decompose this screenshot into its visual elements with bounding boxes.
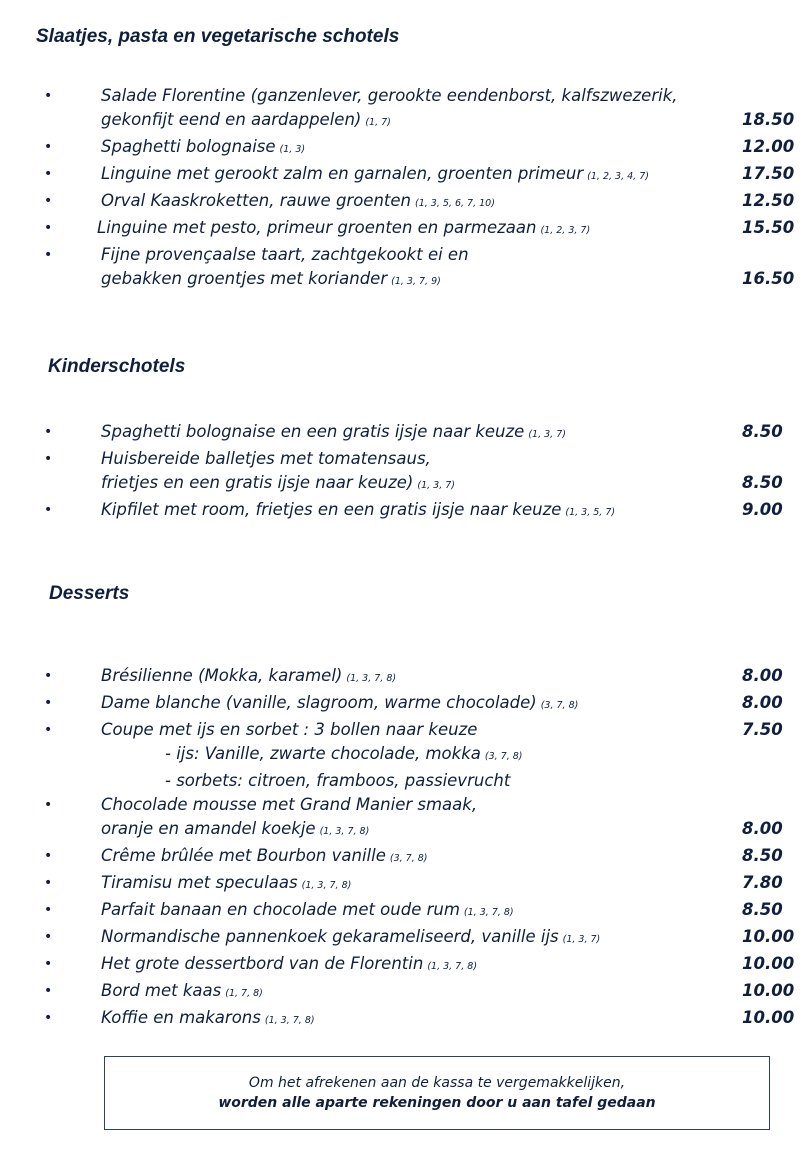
allergen-codes: (1, 3, 7, 8) bbox=[427, 961, 478, 972]
menu-item bbox=[0, 793, 800, 844]
menu-item-line bbox=[0, 817, 800, 844]
allergen-codes: (1, 3, 7, 8) bbox=[463, 907, 514, 918]
menu-item bbox=[0, 871, 800, 898]
allergen-codes: (1, 3, 7, 9) bbox=[391, 276, 441, 287]
subline-text: - sorbets: citroen, framboos, passievrucht bbox=[165, 771, 511, 790]
subline-text: - ijs: Vanille, zwarte chocolade, mokka bbox=[165, 744, 481, 763]
price: 17.50 bbox=[742, 164, 795, 183]
payment-notice-box bbox=[104, 1056, 770, 1130]
menu-item-line bbox=[0, 664, 800, 691]
allergen-codes: (3, 7, 8) bbox=[484, 751, 523, 762]
bullet-icon: • bbox=[44, 247, 53, 263]
dish-name: Kipfilet met room, frietjes en een gratis ijsje naar keuze bbox=[101, 500, 562, 519]
allergen-codes: (3, 7, 8) bbox=[389, 853, 428, 864]
allergen-codes: (1, 3, 7, 8) bbox=[319, 826, 370, 837]
dish-name: gekonfijt eend en aardappelen) bbox=[101, 110, 362, 129]
allergen-codes: (1, 3, 5, 6, 7, 10) bbox=[415, 198, 495, 209]
price: 8.00 bbox=[742, 819, 783, 838]
notice-line-1: Om het afrekenen aan de kassa te vergemakkelijken, bbox=[248, 1075, 626, 1091]
section-title-kinderschotels: Kinderschotels bbox=[48, 356, 186, 377]
menu-item bbox=[0, 447, 800, 498]
menu-item-line bbox=[0, 471, 800, 498]
menu-item-line bbox=[0, 718, 800, 742]
bullet-icon: • bbox=[44, 848, 53, 864]
menu-item-line bbox=[0, 844, 800, 871]
price: 9.00 bbox=[742, 500, 783, 519]
price: 18.50 bbox=[742, 110, 795, 129]
price: 16.50 bbox=[742, 269, 795, 288]
menu-item bbox=[0, 498, 800, 525]
dish-name: frietjes en een gratis ijsje naar keuze) bbox=[101, 473, 414, 492]
menu-item bbox=[0, 925, 800, 952]
section-title-slaatjes: Slaatjes, pasta en vegetarische schotels bbox=[36, 26, 400, 47]
menu-item-line bbox=[0, 162, 800, 189]
bullet-icon: • bbox=[44, 502, 53, 518]
menu-item-line bbox=[0, 1006, 800, 1033]
menu-item bbox=[0, 135, 800, 162]
price: 12.00 bbox=[742, 137, 795, 156]
menu-item bbox=[0, 84, 800, 135]
dish-name: Coupe met ijs en sorbet : 3 bollen naar keuze bbox=[101, 720, 478, 739]
menu-item bbox=[0, 952, 800, 979]
dish-name: Huisbereide balletjes met tomatensaus, bbox=[101, 449, 431, 468]
menu-item-line bbox=[0, 267, 800, 294]
bullet-icon: • bbox=[44, 88, 53, 104]
menu-item-subline bbox=[0, 742, 800, 769]
dish-name: Crême brûlée met Bourbon vanille bbox=[101, 846, 386, 865]
price: 10.00 bbox=[742, 1008, 795, 1027]
allergen-codes: (1, 3, 7) bbox=[417, 480, 455, 491]
allergen-codes: (1, 7) bbox=[365, 117, 391, 128]
price: 7.50 bbox=[742, 720, 783, 739]
menu-item-line bbox=[0, 871, 800, 898]
menu-list-desserts bbox=[0, 664, 800, 1033]
dish-name: oranje en amandel koekje bbox=[101, 819, 316, 838]
menu-item-line bbox=[0, 108, 800, 135]
allergen-codes: (1, 3, 7) bbox=[562, 934, 601, 945]
bullet-icon: • bbox=[44, 139, 53, 155]
menu-item-line bbox=[0, 447, 800, 471]
price: 12.50 bbox=[742, 191, 795, 210]
menu-item bbox=[0, 718, 800, 793]
dish-name: Parfait banaan en chocolade met oude rum bbox=[101, 900, 460, 919]
menu-item bbox=[0, 189, 800, 216]
price: 8.50 bbox=[742, 473, 783, 492]
dish-name: Chocolade mousse met Grand Manier smaak, bbox=[101, 795, 478, 814]
price: 8.50 bbox=[742, 422, 783, 441]
menu-list-slaatjes bbox=[0, 84, 800, 294]
menu-item-line bbox=[0, 135, 800, 162]
bullet-icon: • bbox=[44, 220, 53, 236]
menu-item bbox=[0, 162, 800, 189]
dish-name: Normandische pannenkoek gekarameliseerd, vanille ijs bbox=[101, 927, 559, 946]
menu-item-subline bbox=[0, 769, 800, 793]
price: 10.00 bbox=[742, 981, 795, 1000]
menu-item bbox=[0, 979, 800, 1006]
menu-item-line bbox=[0, 898, 800, 925]
bullet-icon: • bbox=[44, 424, 53, 440]
notice-line-2: worden alle aparte rekeningen door u aan tafel gedaan bbox=[218, 1095, 656, 1111]
bullet-icon: • bbox=[44, 929, 53, 945]
dish-name: Spaghetti bolognaise en een gratis ijsje naar keuze bbox=[101, 422, 525, 441]
allergen-codes: (1, 3, 7, 8) bbox=[264, 1015, 315, 1026]
bullet-icon: • bbox=[44, 451, 53, 467]
allergen-codes: (1, 3, 7) bbox=[528, 429, 566, 440]
bullet-icon: • bbox=[44, 193, 53, 209]
menu-item-line bbox=[0, 420, 800, 447]
menu-item bbox=[0, 691, 800, 718]
allergen-codes: (1, 3, 7, 8) bbox=[301, 880, 352, 891]
menu-item-line bbox=[0, 243, 800, 267]
price: 8.00 bbox=[742, 693, 783, 712]
price: 10.00 bbox=[742, 927, 795, 946]
menu-item bbox=[0, 664, 800, 691]
dish-name: Dame blanche (vanille, slagroom, warme chocolade) bbox=[101, 693, 537, 712]
dish-name: Koffie en makarons bbox=[101, 1008, 261, 1027]
bullet-icon: • bbox=[44, 983, 53, 999]
menu-item-line bbox=[0, 979, 800, 1006]
dish-name: gebakken groentjes met koriander bbox=[101, 269, 388, 288]
menu-item-line bbox=[0, 498, 800, 525]
dish-name: Brésilienne (Mokka, karamel) bbox=[101, 666, 343, 685]
menu-item bbox=[0, 1006, 800, 1033]
dish-name: Orval Kaaskroketten, rauwe groenten bbox=[101, 191, 411, 210]
menu-item bbox=[0, 898, 800, 925]
menu-list-kinderschotels bbox=[0, 420, 800, 525]
dish-name: Salade Florentine (ganzenlever, gerookte eendenborst, kalfszwezerik, bbox=[101, 86, 678, 105]
menu-item-line bbox=[0, 952, 800, 979]
bullet-icon: • bbox=[44, 1010, 53, 1026]
bullet-icon: • bbox=[44, 722, 53, 738]
dish-name: Bord met kaas bbox=[101, 981, 222, 1000]
dish-name: Spaghetti bolognaise bbox=[101, 137, 276, 156]
dish-name: Tiramisu met speculaas bbox=[101, 873, 298, 892]
allergen-codes: (3, 7, 8) bbox=[540, 700, 579, 711]
section-title-desserts: Desserts bbox=[49, 583, 130, 604]
allergen-codes: (1, 3) bbox=[279, 144, 306, 155]
price: 7.80 bbox=[742, 873, 783, 892]
menu-item-line bbox=[0, 84, 800, 108]
dish-name: Linguine met pesto, primeur groenten en parmezaan bbox=[97, 218, 537, 237]
menu-item-line bbox=[0, 691, 800, 718]
menu-item bbox=[0, 243, 800, 294]
price: 15.50 bbox=[742, 218, 795, 237]
bullet-icon: • bbox=[44, 797, 53, 813]
price: 8.00 bbox=[742, 666, 783, 685]
menu-item-line bbox=[0, 793, 800, 817]
bullet-icon: • bbox=[44, 695, 53, 711]
price: 8.50 bbox=[742, 900, 783, 919]
bullet-icon: • bbox=[44, 668, 53, 684]
allergen-codes: (1, 2, 3, 7) bbox=[540, 225, 591, 236]
menu-item-line bbox=[0, 189, 800, 216]
allergen-codes: (1, 7, 8) bbox=[225, 988, 263, 999]
dish-name: Het grote dessertbord van de Florentin bbox=[101, 954, 424, 973]
menu-item-line bbox=[0, 925, 800, 952]
menu-item bbox=[0, 420, 800, 447]
allergen-codes: (1, 3, 5, 7) bbox=[565, 507, 616, 518]
bullet-icon: • bbox=[44, 956, 53, 972]
dish-name: Linguine met gerookt zalm en garnalen, groenten primeur bbox=[101, 164, 584, 183]
bullet-icon: • bbox=[44, 902, 53, 918]
dish-name: Fijne provençaalse taart, zachtgekookt ei en bbox=[101, 245, 469, 264]
allergen-codes: (1, 3, 7, 8) bbox=[346, 673, 397, 684]
bullet-icon: • bbox=[44, 166, 53, 182]
menu-item bbox=[0, 844, 800, 871]
menu-item bbox=[0, 216, 800, 243]
allergen-codes: (1, 2, 3, 4, 7) bbox=[587, 171, 649, 182]
bullet-icon: • bbox=[44, 875, 53, 891]
menu-item-line bbox=[0, 216, 800, 243]
price: 8.50 bbox=[742, 846, 783, 865]
price: 10.00 bbox=[742, 954, 795, 973]
